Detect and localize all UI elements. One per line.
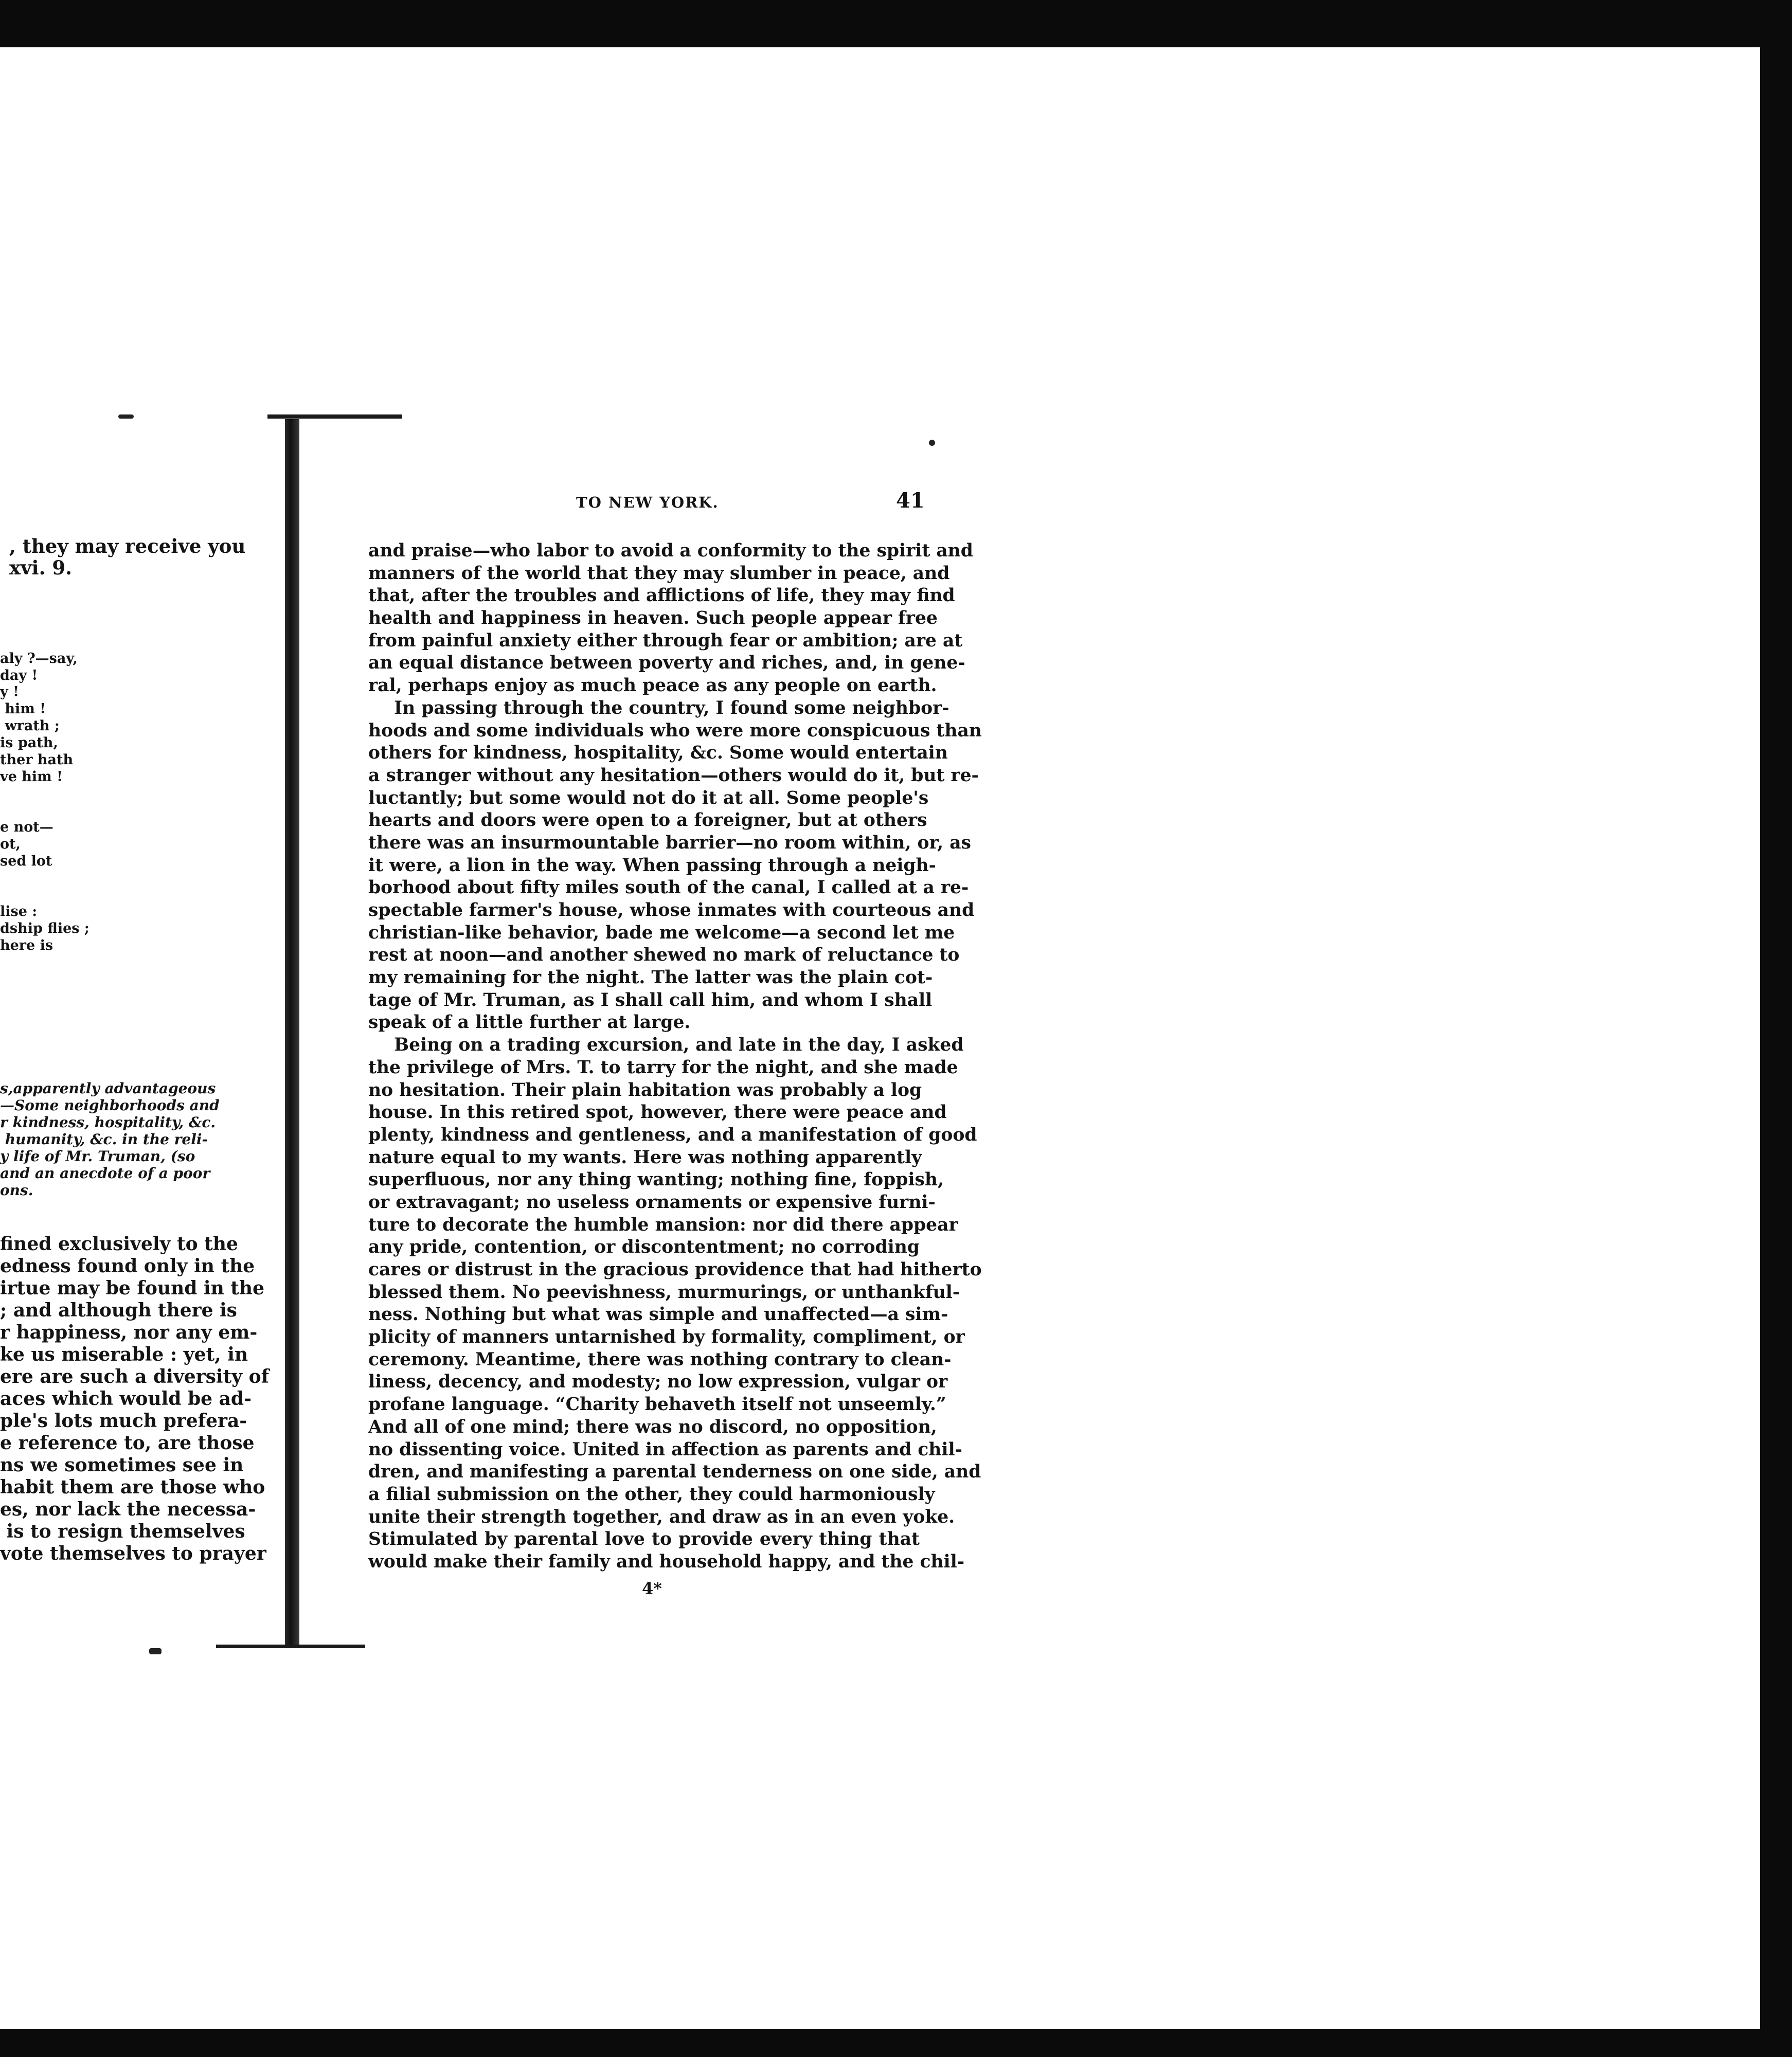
- fragment-line: r happiness, nor any em-: [0, 1322, 258, 1343]
- scan-border-bottom: [0, 2029, 1792, 2057]
- fragment-line: him !: [0, 701, 46, 717]
- text-line: nature equal to my wants. Here was nothing apparently: [368, 1147, 922, 1168]
- text-line: from painful anxiety either through fear or ambition; are at: [368, 630, 963, 651]
- text-line: liness, decency, and modesty; no low expression, vulgar or: [368, 1372, 948, 1393]
- text-line: dren, and manifesting a parental tenderness on one side, and: [368, 1461, 981, 1483]
- fragment-line: vote themselves to prayer: [0, 1543, 266, 1564]
- text-line: superfluous, nor any thing wanting; nothing fine, foppish,: [368, 1169, 944, 1190]
- text-line: house. In this retired spot, however, there were peace and: [368, 1102, 947, 1123]
- text-line: speak of a little further at large.: [368, 1012, 691, 1033]
- fragment-line: ve him !: [0, 769, 63, 785]
- running-head: TO NEW YORK.: [576, 494, 719, 511]
- fragment-line: ns we sometimes see in: [0, 1454, 244, 1476]
- text-line: In passing through the country, I found some neighbor-: [394, 697, 949, 718]
- text-line: tage of Mr. Truman, as I shall call him, and whom I shall: [368, 989, 933, 1011]
- fragment-line: e reference to, are those: [0, 1432, 255, 1454]
- fragment-line: xvi. 9.: [9, 556, 73, 579]
- text-line: an equal distance between poverty and riches, and, in gene-: [368, 653, 965, 674]
- text-line: manners of the world that they may slumber in peace, and: [368, 563, 950, 584]
- fragment-line: s,apparently advantageous: [0, 1080, 216, 1097]
- text-line: Being on a trading excursion, and late in the day, I asked: [394, 1035, 964, 1056]
- text-line: plenty, kindness and gentleness, and a manifestation of good: [368, 1124, 977, 1145]
- text-line: a stranger without any hesitation—others would do it, but re-: [368, 765, 979, 786]
- page-body: [368, 540, 982, 1574]
- fragment-line: lise :: [0, 904, 38, 919]
- text-line: ture to decorate the humble mansion: nor did there appear: [368, 1214, 958, 1235]
- scan-border-top: [0, 0, 1792, 47]
- text-line: cares or distrust in the gracious providence that had hitherto: [368, 1259, 982, 1280]
- fragment-line: ther hath: [0, 752, 74, 768]
- text-line: a filial submission on the other, they could harmoniously: [368, 1484, 935, 1505]
- text-line: would make their family and household happy, and the chil-: [368, 1551, 965, 1572]
- text-line: plicity of manners untarnished by formality, compliment, or: [368, 1327, 965, 1348]
- text-line: ral, perhaps enjoy as much peace as any people on earth.: [368, 675, 937, 696]
- text-line: ness. Nothing but what was simple and unaffected—a sim-: [368, 1304, 948, 1325]
- fragment-line: fined exclusively to the: [0, 1233, 238, 1255]
- text-line: there was an insurmountable barrier—no room within, or, as: [368, 832, 971, 853]
- fragment-line: here is: [0, 937, 53, 953]
- signature-mark: 4*: [642, 1579, 662, 1598]
- fragment-line: ot,: [0, 836, 21, 852]
- text-line: borhood about fifty miles south of the canal, I called at a re-: [368, 877, 969, 898]
- fragment-line: aly ?—say,: [0, 651, 78, 666]
- fragment-line: ple's lots much prefera-: [0, 1410, 247, 1432]
- text-line: no dissenting voice. United in affection as parents and chil-: [368, 1439, 962, 1460]
- fragment-line: ke us miserable : yet, in: [0, 1344, 248, 1365]
- text-line: any pride, contention, or discontentment; no corroding: [368, 1237, 920, 1258]
- text-line: christian-like behavior, bade me welcome—a second let me: [368, 922, 955, 943]
- fragment-line: aces which would be ad-: [0, 1388, 252, 1410]
- fragment-line: day !: [0, 667, 38, 683]
- fragment-line: —Some neighborhoods and: [0, 1097, 220, 1114]
- fragment-line: humanity, &c. in the reli-: [0, 1131, 208, 1148]
- ink-mark: [929, 440, 935, 446]
- fragment-line: is to resign themselves: [0, 1521, 245, 1542]
- previous-page-fragment: [0, 530, 270, 1630]
- fragment-line: sed lot: [0, 853, 52, 869]
- page-number: 41: [896, 489, 925, 513]
- ink-mark: [149, 1648, 162, 1654]
- fragment-line: e not—: [0, 819, 53, 835]
- text-line: it were, a lion in the way. When passing through a neigh-: [368, 855, 936, 876]
- fragment-line: habit them are those who: [0, 1476, 265, 1498]
- gutter-edge-bottom: [216, 1645, 365, 1648]
- text-line: no hesitation. Their plain habitation was probably a log: [368, 1079, 922, 1100]
- ink-mark: [118, 414, 134, 419]
- text-line: unite their strength together, and draw as in an even yoke.: [368, 1506, 955, 1527]
- fragment-line: ; and although there is: [0, 1300, 237, 1321]
- fragment-line: dship flies ;: [0, 921, 89, 936]
- fragment-line: ere are such a diversity of: [0, 1366, 270, 1387]
- text-line: or extravagant; no useless ornaments or expensive furni-: [368, 1192, 936, 1213]
- fragment-line: and an anecdote of a poor: [0, 1165, 210, 1182]
- fragment-line: y life of Mr. Truman, (so: [0, 1148, 195, 1165]
- fragment-line: edness found only in the: [0, 1255, 255, 1277]
- book-gutter: [285, 419, 299, 1647]
- text-line: the privilege of Mrs. T. to tarry for the night, and she made: [368, 1057, 958, 1078]
- fragment-line: wrath ;: [0, 718, 60, 734]
- text-line: rest at noon—and another shewed no mark of reluctance to: [368, 945, 960, 966]
- text-line: ceremony. Meantime, there was nothing contrary to clean-: [368, 1349, 952, 1370]
- text-line: hearts and doors were open to a foreigner, but at others: [368, 810, 927, 831]
- text-line: and praise—who labor to avoid a conformity to the spirit and: [368, 540, 973, 561]
- text-line: profane language. “Charity behaveth itself not unseemly.”: [368, 1394, 946, 1415]
- fragment-line: ons.: [0, 1182, 33, 1199]
- text-line: others for kindness, hospitality, &c. Some would entertain: [368, 743, 948, 764]
- fragment-line: is path,: [0, 735, 58, 751]
- text-line: that, after the troubles and afflictions of life, they may find: [368, 585, 955, 606]
- fragment-line: r kindness, hospitality, &c.: [0, 1114, 216, 1131]
- text-line: luctantly; but some would not do it at all. Some people's: [368, 787, 929, 808]
- text-line: And all of one mind; there was no discord, no opposition,: [368, 1416, 937, 1437]
- text-line: health and happiness in heaven. Such people appear free: [368, 608, 938, 629]
- text-line: hoods and some individuals who were more conspicuous than: [368, 720, 982, 741]
- fragment-line: es, nor lack the necessa-: [0, 1499, 256, 1520]
- fragment-line: irtue may be found in the: [0, 1277, 265, 1299]
- fragment-line: , they may receive you: [9, 535, 246, 557]
- fragment-line: y !: [0, 684, 19, 700]
- text-line: my remaining for the night. The latter was the plain cot-: [368, 967, 933, 988]
- text-line: Stimulated by parental love to provide every thing that: [368, 1529, 920, 1550]
- text-line: spectable farmer's house, whose inmates with courteous and: [368, 900, 975, 921]
- text-line: blessed them. No peevishness, murmurings, or unthankful-: [368, 1282, 960, 1303]
- gutter-edge-top: [267, 414, 402, 419]
- scan-border-right: [1760, 0, 1792, 2057]
